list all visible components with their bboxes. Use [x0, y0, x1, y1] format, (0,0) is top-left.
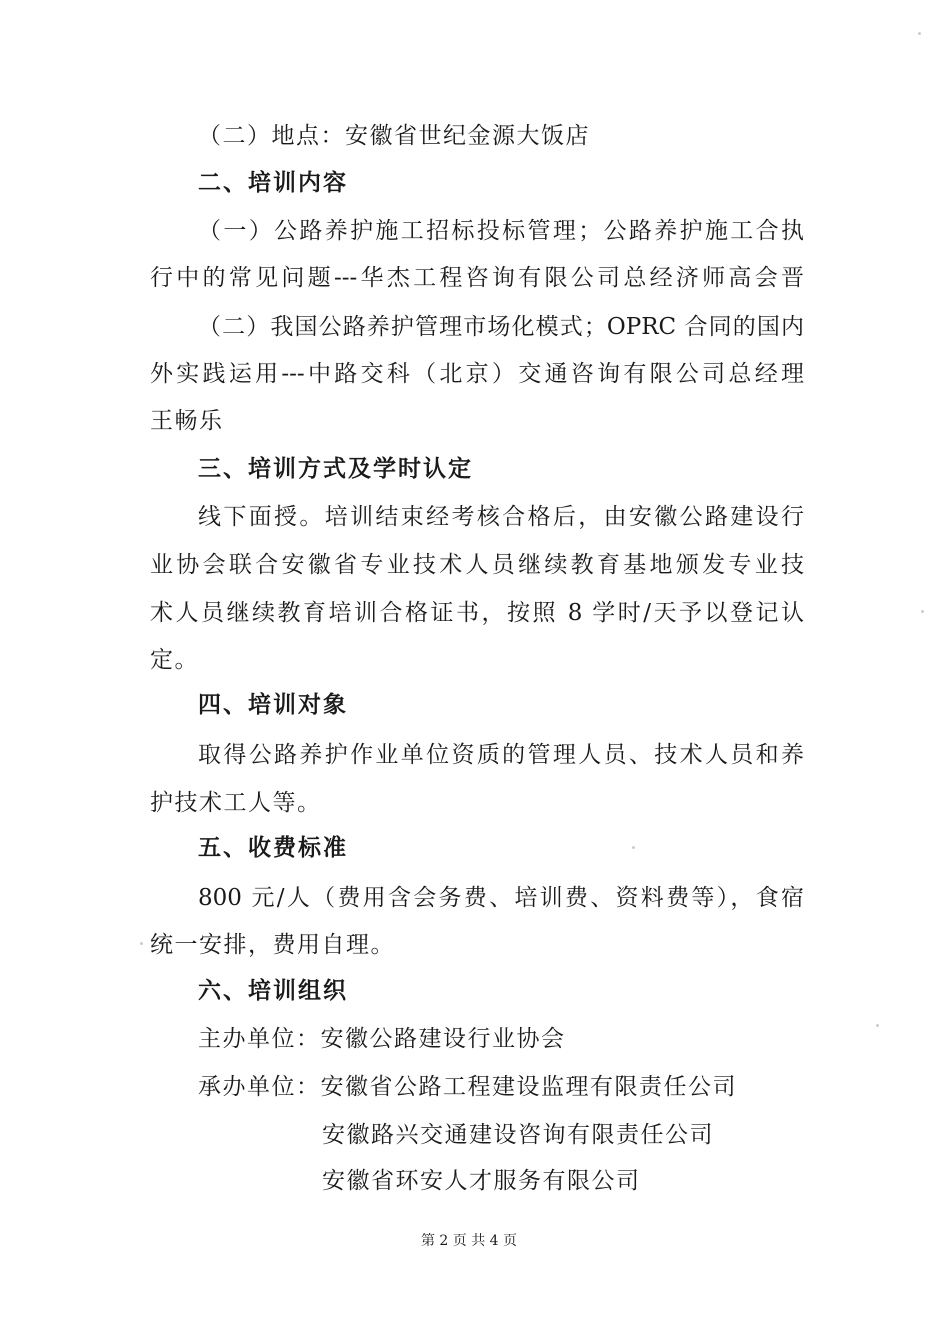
scan-speck [140, 942, 143, 945]
fee-paragraph-line-2: 统一安排，费用自理。 [150, 932, 395, 958]
method-paragraph-line-3: 术人员继续教育培训合格证书，按照 8 学时/天予以登记认 [150, 600, 804, 626]
section-heading-training-content: 二、培训内容 [198, 170, 348, 196]
fee-paragraph-line-1: 800 元/人（费用含会务费、培训费、资料费等），食宿 [198, 885, 804, 911]
scan-speck [921, 610, 924, 613]
scan-speck [632, 846, 635, 849]
target-paragraph-line-2: 护技术工人等。 [150, 790, 322, 816]
content-item-2-line-3: 王畅乐 [150, 408, 224, 434]
co-organizer-line-2: 安徽路兴交通建设咨询有限责任公司 [322, 1122, 714, 1148]
section-heading-training-target: 四、培训对象 [198, 692, 348, 718]
organizer-line: 主办单位：安徽公路建设行业协会 [198, 1026, 566, 1052]
scan-speck [876, 1024, 879, 1027]
section-heading-training-method: 三、培训方式及学时认定 [198, 456, 473, 482]
method-paragraph-line-2: 业协会联合安徽省专业技术人员继续教育基地颁发专业技 [150, 552, 804, 578]
section-heading-training-organization: 六、培训组织 [198, 978, 348, 1004]
method-paragraph-line-4: 定。 [150, 647, 199, 673]
content-item-1-line-1: （一）公路养护施工招标投标管理；公路养护施工合执 [198, 218, 804, 244]
page-footer: 第 2 页 共 4 页 [420, 1233, 518, 1249]
scan-speck [918, 32, 921, 35]
co-organizer-line-3: 安徽省环安人才服务有限公司 [322, 1168, 641, 1194]
co-organizer-line-1: 承办单位：安徽省公路工程建设监理有限责任公司 [198, 1074, 737, 1100]
target-paragraph-line-1: 取得公路养护作业单位资质的管理人员、技术人员和养 [198, 742, 804, 768]
content-item-2-line-1: （二）我国公路养护管理市场化模式；OPRC 合同的国内 [198, 314, 804, 340]
venue-line: （二）地点：安徽省世纪金源大饭店 [198, 123, 590, 149]
method-paragraph-line-1: 线下面授。培训结束经考核合格后，由安徽公路建设行 [198, 504, 804, 530]
content-item-2-line-2: 外实践运用---中路交科（北京）交通咨询有限公司总经理 [150, 361, 804, 387]
content-item-1-line-2: 行中的常见问题---华杰工程咨询有限公司总经济师高会晋 [150, 265, 804, 291]
section-heading-fee-standard: 五、收费标准 [198, 835, 348, 861]
